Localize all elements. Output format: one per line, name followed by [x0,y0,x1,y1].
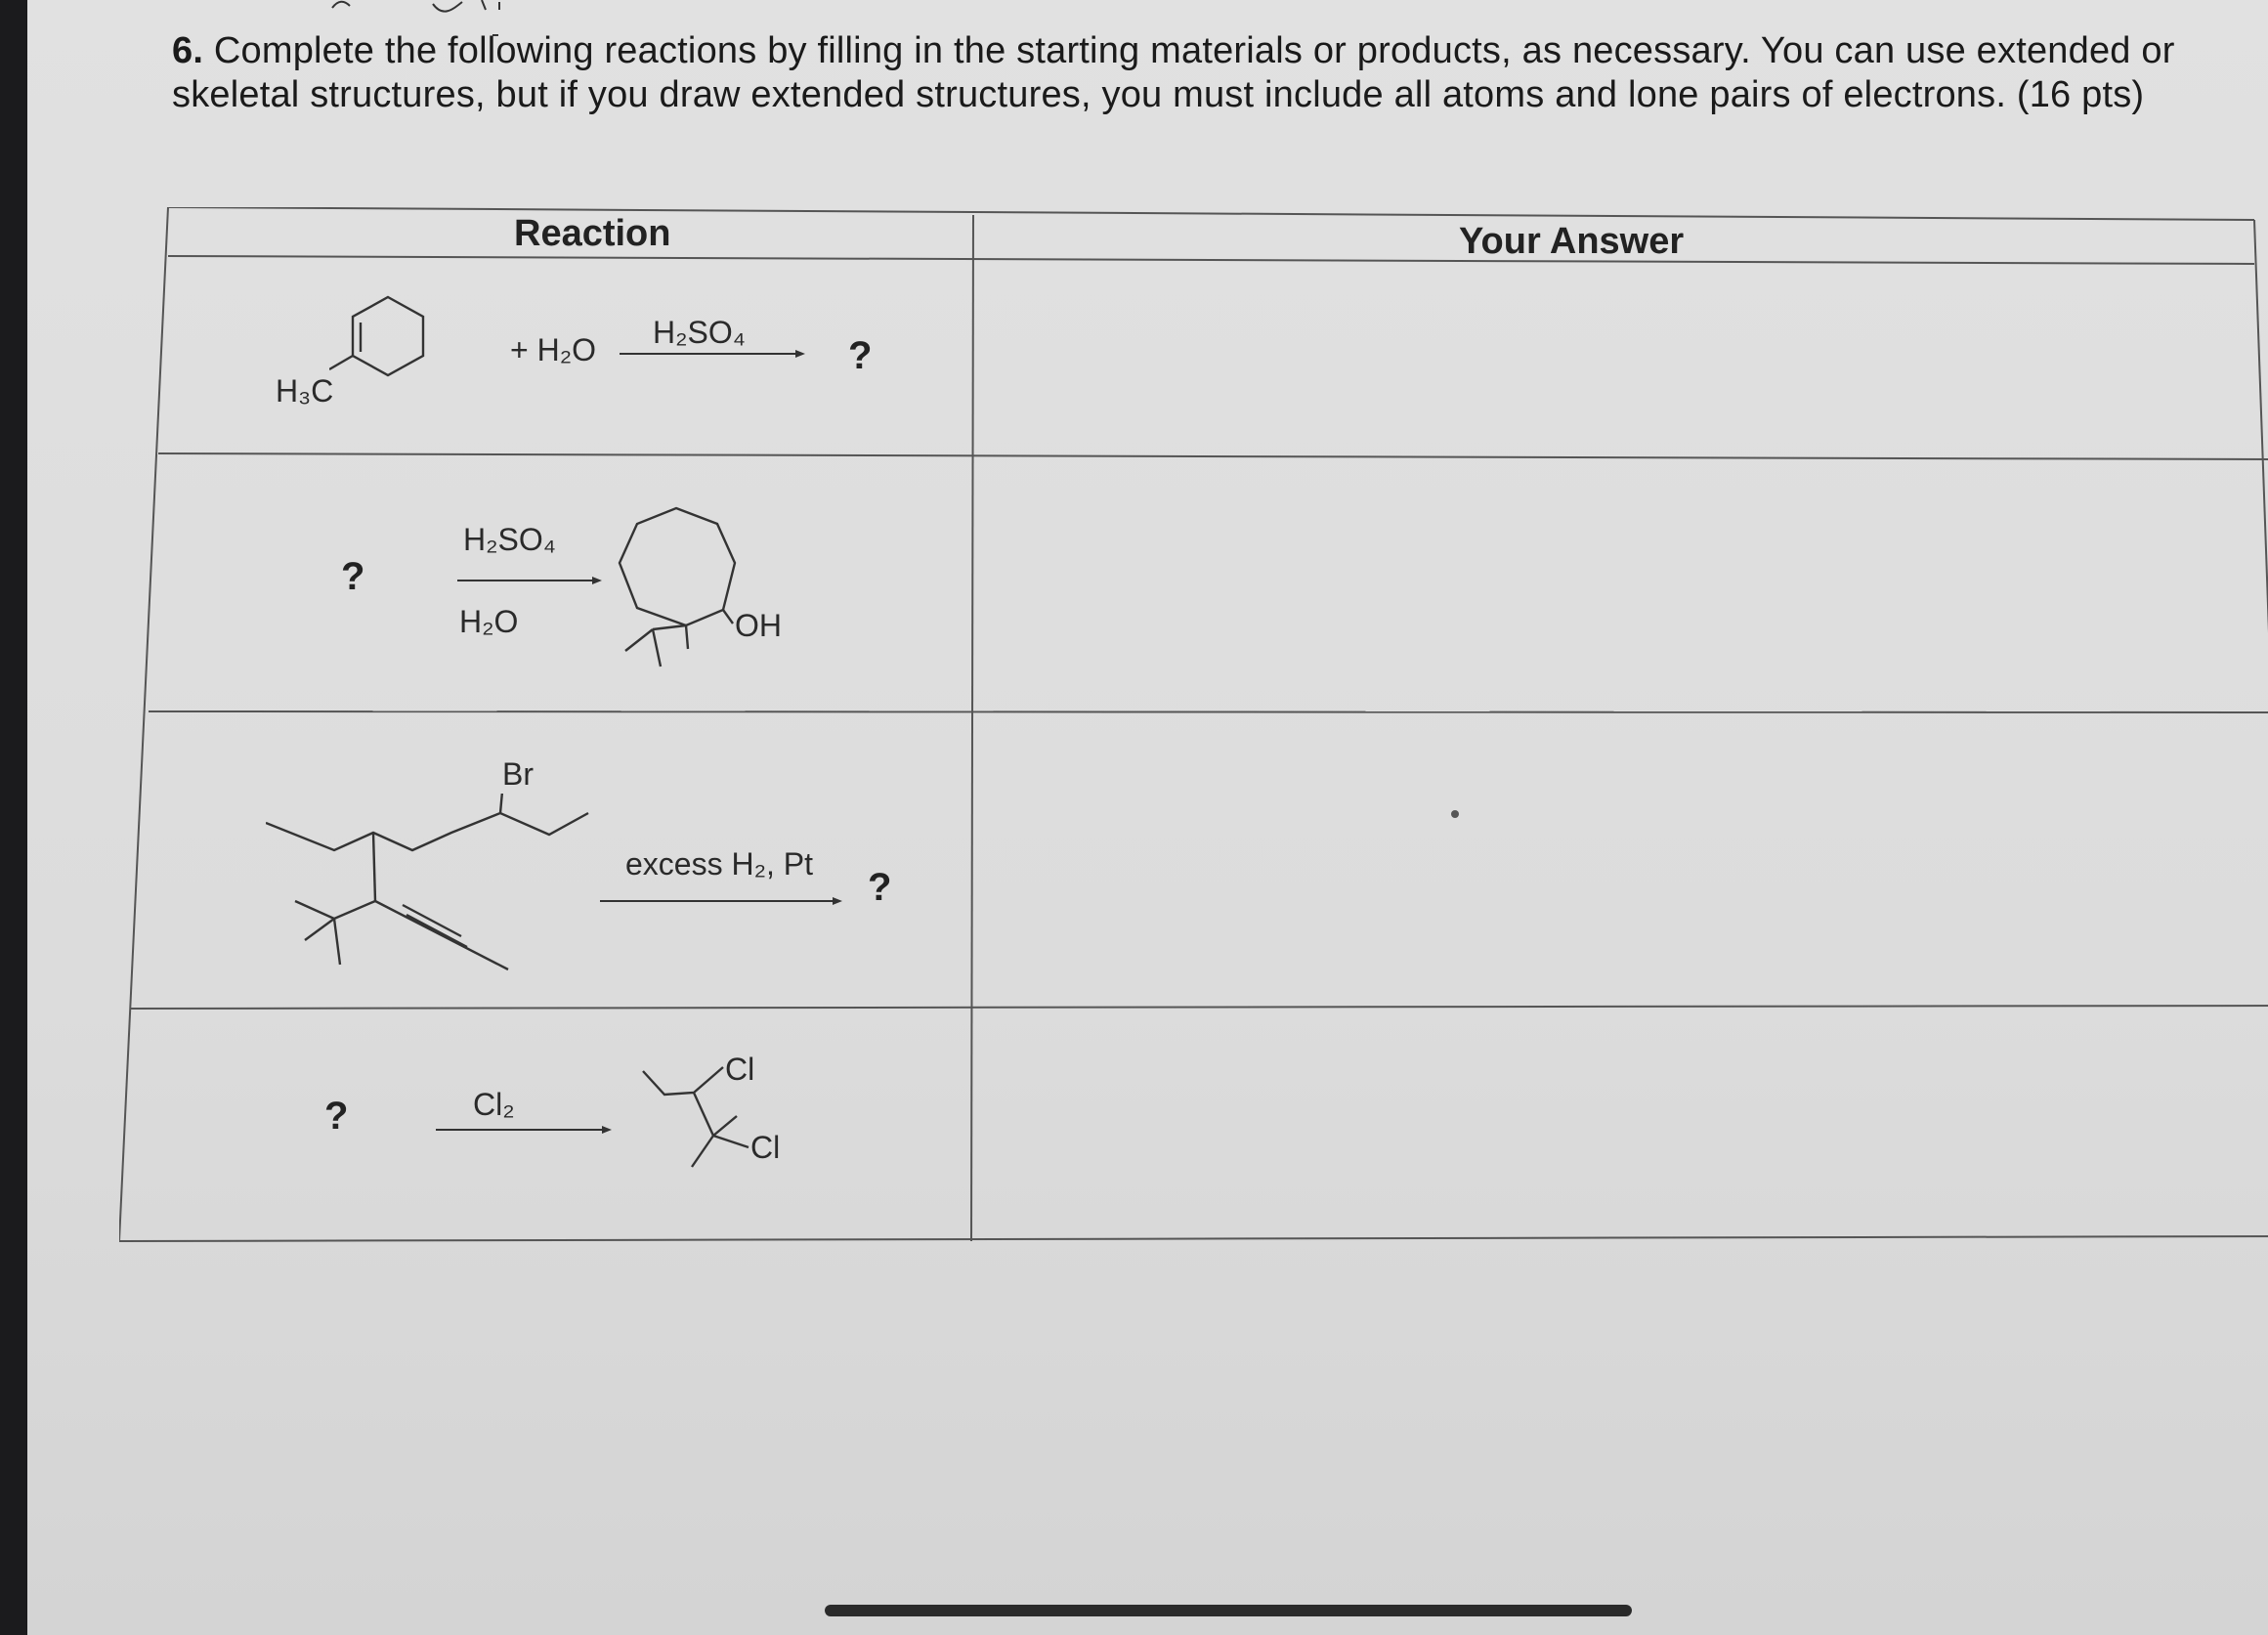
r3-product-unknown: ? [868,866,892,909]
r1-reagent-label: H₂SO₄ [653,315,746,350]
r2-starting-material-unknown: ? [341,555,365,598]
answer-column-header: Your Answer [1459,221,1685,262]
r3-reaction-arrow [600,891,842,911]
r4-reagent-label: Cl₂ [473,1087,515,1122]
question-text [172,29,2175,117]
chlorine-top-label: Cl [725,1052,755,1087]
r2-reaction-arrow [457,571,602,590]
bromine-label: Br [502,756,534,792]
reaction-column-header: Reaction [514,213,671,254]
cycloheptanol-structure [608,500,754,676]
chlorine-right-label: Cl [750,1130,781,1165]
hydroxyl-label: OH [735,608,782,643]
tablet-screen [27,0,2268,1635]
r1-product-unknown: ? [848,334,873,377]
home-indicator[interactable] [825,1605,1632,1616]
r2-reagent-bottom-label: H₂O [459,604,519,639]
r4-reaction-arrow [436,1120,612,1140]
methylcyclohexene-structure [329,291,447,399]
reaction-table [119,207,2268,1243]
question-number: 6. [172,30,204,71]
stray-dot [1450,809,1460,819]
question-body: Complete the following reactions by filling in the starting materials or products, as necessary. You can use extended or skeletal structures, but if you draw extended structures, you must include all atoms and lone pairs of electrons. (16 pts) [172,30,2175,115]
r4-starting-material-unknown: ? [324,1095,349,1138]
r2-reagent-top-label: H₂SO₄ [463,522,556,557]
r3-reagent-label: excess H₂, Pt [625,846,814,882]
plus-water-label: + H₂O [510,332,596,367]
bromoalkyne-structure [266,794,598,989]
methyl-label: H₃C [276,373,334,409]
r1-reaction-arrow [620,344,805,364]
